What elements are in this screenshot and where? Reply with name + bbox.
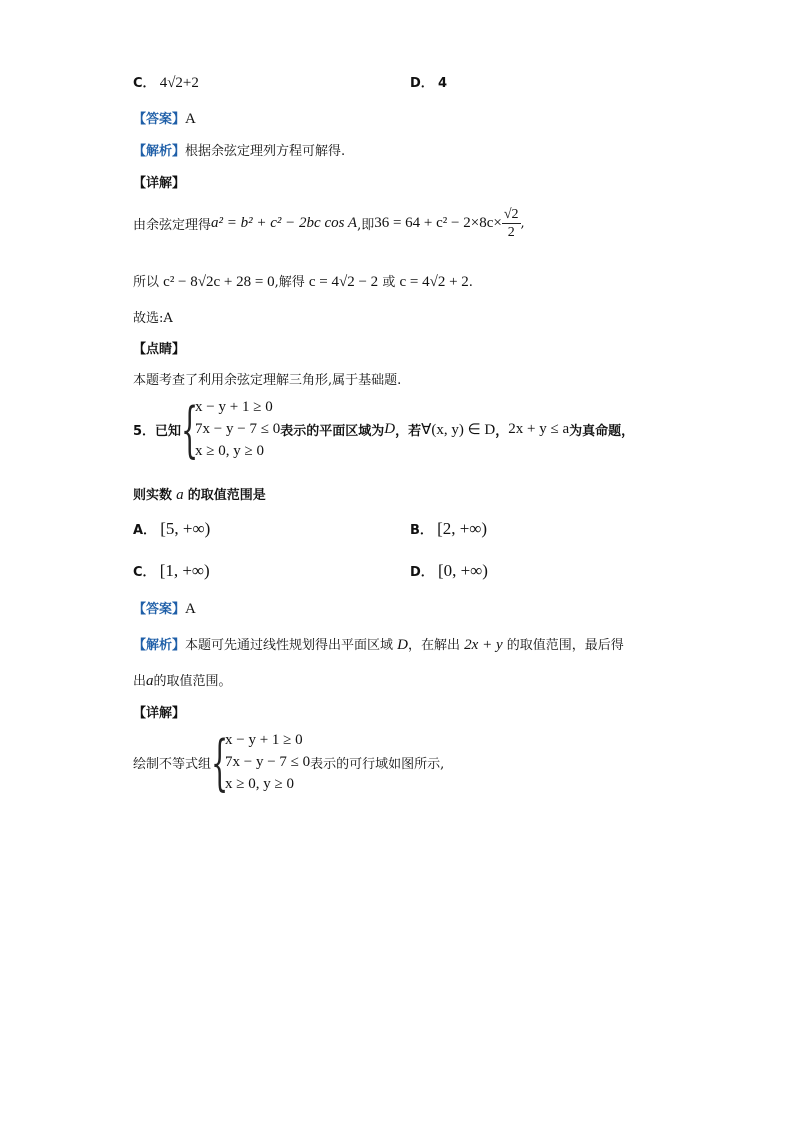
q5-answer	[133, 598, 196, 618]
variable-a: a	[176, 487, 184, 503]
analysis-tag: 【解析】	[133, 144, 186, 159]
option-value: [5, +∞)	[160, 519, 211, 538]
analysis-line2-a: 出	[133, 674, 147, 689]
inequality-1: x − y + 1 ≥ 0	[225, 732, 303, 748]
q5-option-d	[410, 561, 488, 581]
step2-or: 或	[382, 275, 396, 290]
inequality-3: x ≥ 0, y ≥ 0	[225, 776, 294, 792]
inequality-system	[225, 731, 310, 794]
analysis-tag: 【解析】	[133, 638, 186, 653]
step1-prefix: 由余弦定理得	[133, 218, 212, 233]
answer-value: A	[185, 111, 196, 127]
option-value: 4	[437, 76, 447, 91]
q4-option-d	[410, 72, 447, 91]
step2-formula: c² − 8√2c + 28 = 0	[163, 274, 275, 290]
analysis-text-c: 的取值范围，最后得	[506, 638, 624, 653]
option-label: D．	[410, 565, 434, 580]
q5-option-a	[133, 519, 210, 539]
fraction-denominator: 2	[507, 225, 515, 240]
inequality-2: 7x − y − 7 ≤ 0	[195, 421, 281, 437]
stem-text-4: 为真命题，	[569, 424, 635, 439]
fraction	[502, 206, 521, 241]
stem-text-3: ，	[495, 424, 509, 439]
step2-end: .	[468, 275, 473, 290]
analysis-text-b: ，在解出	[408, 638, 461, 653]
variable-a: a	[146, 673, 154, 689]
option-label: C．	[133, 76, 156, 91]
q5-stem-line2	[133, 484, 266, 504]
stem-text-2: ，若	[395, 424, 422, 439]
expression: 2x + y	[464, 637, 503, 653]
stem-line2-b: 的取值范围是	[187, 488, 266, 503]
region-symbol: D	[397, 637, 409, 653]
analysis-text: 根据余弦定理列方程可解得.	[185, 144, 346, 159]
answer-tag: 【答案】	[133, 112, 186, 127]
option-label: C．	[133, 565, 156, 580]
option-label: D．	[410, 76, 434, 91]
q4-option-c	[133, 72, 199, 92]
analysis-line2-b: 的取值范围。	[153, 674, 232, 689]
inequality-1: x − y + 1 ≥ 0	[195, 399, 273, 415]
left-brace: {	[211, 727, 229, 798]
fraction-numerator: √2	[503, 207, 519, 222]
option-value: [0, +∞)	[437, 561, 488, 580]
q5-option-c	[133, 561, 210, 581]
option-label: A．	[133, 523, 157, 538]
q5-detail-tag: 【详解】	[133, 706, 186, 721]
inequality-2: 7x − y − 7 ≤ 0	[225, 754, 311, 770]
detail-suffix: 表示的可行域如图所示,	[310, 757, 445, 772]
stem-text-1: 表示的平面区域为	[280, 424, 385, 439]
question-number: 5．已知	[133, 424, 182, 439]
inequality-system	[195, 398, 280, 461]
q4-detail-tag: 【详解】	[133, 176, 186, 191]
option-value: [2, +∞)	[437, 519, 488, 538]
option-value: 4√2+2	[159, 75, 199, 91]
q4-step2	[133, 271, 473, 291]
step1-end: ,	[520, 216, 525, 231]
forall-expression: ∀(x, y) ∈ D	[421, 422, 496, 438]
step2-solution-1: c = 4√2 − 2	[308, 274, 379, 290]
option-label: B．	[410, 523, 433, 538]
q4-comment: 本题考查了利用余弦定理解三角形,属于基础题.	[133, 373, 402, 388]
step2-solution-2: c = 4√2 + 2	[399, 274, 469, 290]
inequality-expression: 2x + y ≤ a	[508, 421, 570, 437]
q5-stem	[133, 394, 635, 465]
step1-mid: ,即	[357, 218, 375, 233]
answer-tag: 【答案】	[133, 602, 186, 617]
answer-value: A	[185, 601, 196, 617]
q4-conclusion: 故选:A	[133, 311, 173, 326]
q5-analysis-line1	[133, 634, 624, 654]
step1-formula: a² = b² + c² − 2bc cos A	[211, 215, 358, 231]
step2-prefix: 所以	[133, 275, 160, 290]
inequality-3: x ≥ 0, y ≥ 0	[195, 443, 265, 459]
q4-step1	[133, 206, 525, 241]
q4-answer	[133, 108, 196, 128]
stem-line2-a: 则实数	[133, 488, 173, 503]
detail-prefix: 绘制不等式组	[133, 757, 212, 772]
analysis-text-a: 本题可先通过线性规划得出平面区域	[185, 638, 394, 653]
step1-formula2: 36 = 64 + c² − 2×8c×	[374, 215, 502, 231]
q5-option-b	[410, 519, 487, 539]
region-symbol: D	[384, 421, 396, 437]
q4-comment-tag: 【点睛】	[133, 342, 186, 357]
left-brace: {	[181, 394, 199, 465]
q4-analysis	[133, 140, 345, 159]
step2-mid: ,解得	[274, 275, 305, 290]
q5-detail	[133, 727, 445, 798]
q5-analysis-line2	[133, 670, 232, 690]
option-value: [1, +∞)	[159, 561, 210, 580]
